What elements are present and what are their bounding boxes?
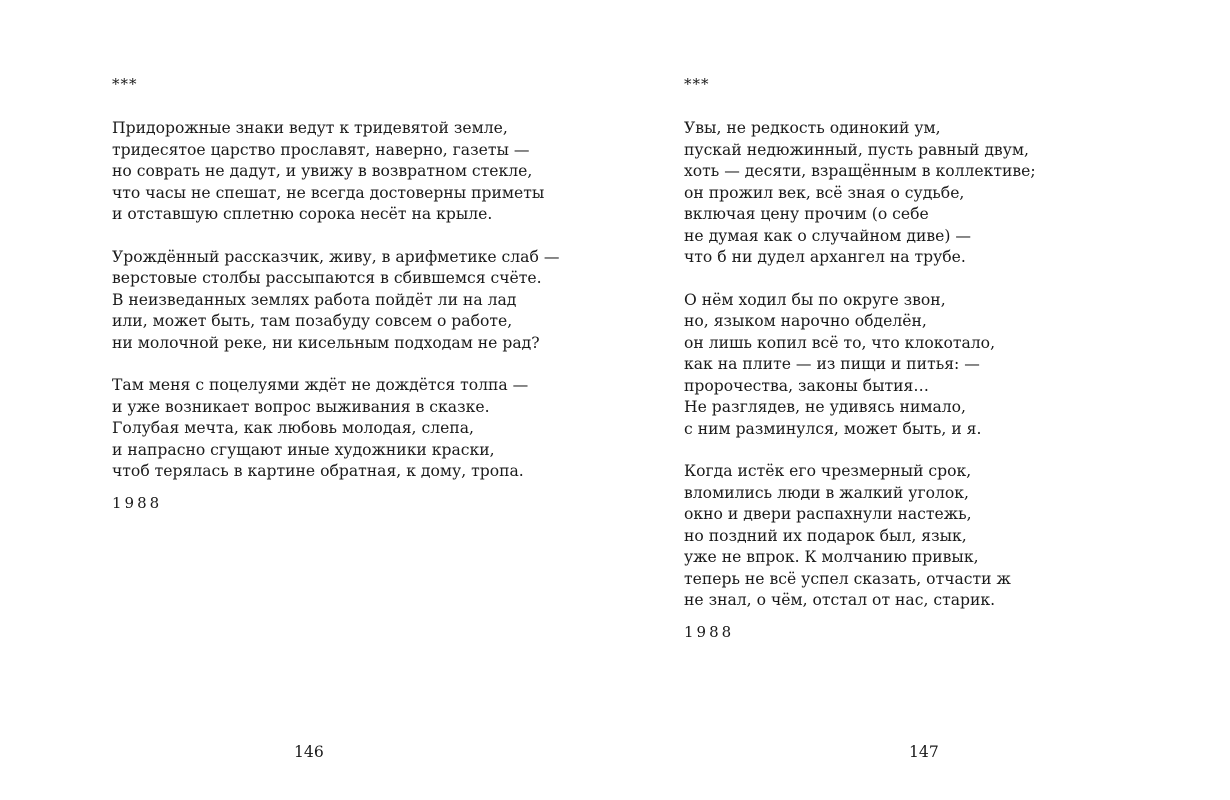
verse-line: окно и двери распахнули настежь, [684, 505, 972, 523]
verse-line: но, языком нарочно обделён, [684, 312, 927, 330]
verse-line: тридесятое царство прославят, наверно, газеты — [112, 140, 530, 159]
verse-line: теперь не всё успел сказать, отчасти ж [684, 569, 1011, 588]
poem-year: 1988 [684, 622, 735, 641]
verse-line: и напрасно сгущают иные художники краски, [112, 440, 495, 459]
verse-line: или, может быть, там позабуду совсем о работе, [112, 312, 513, 330]
verse-line: Голубая мечта, как любовь молодая, слепа, [112, 419, 474, 437]
stanza [684, 461, 1036, 612]
verse-line: и уже возникает вопрос выживания в сказке. [112, 397, 490, 416]
page-number: 147 [909, 743, 939, 761]
poem-separator: *** [684, 75, 710, 93]
stanza [112, 118, 559, 226]
page-number: 146 [294, 743, 324, 761]
verse-line: Урождённый рассказчик, живу, в арифметике слаб — [112, 247, 560, 266]
verse-line: с ним разминулся, может быть, и я. [684, 419, 982, 438]
verse-line: он лишь копил всё то, что клокотало, [684, 333, 996, 352]
poem-year: 1988 [112, 493, 163, 512]
verse-line: Придорожные знаки ведут к тридевятой земле, [112, 119, 508, 137]
stanza [684, 118, 1036, 269]
right-page [684, 0, 1204, 800]
verse-line: пускай недюжинный, пусть равный двум, [684, 140, 1029, 159]
verse-line: пророчества, законы бытия… [684, 376, 929, 395]
poem-separator: *** [112, 75, 138, 93]
verse-line: включая цену прочим (о себе [684, 205, 929, 223]
verse-line: Там меня с поцелуями ждёт не дождётся толпа — [112, 376, 529, 394]
verse-line: что б ни дудел архангел на трубе. [684, 248, 966, 266]
verse-line: верстовые столбы рассыпаются в сбившемся счёте. [112, 269, 542, 287]
verse-line: но соврать не дадут, и увижу в возвратном стекле, [112, 162, 533, 180]
verse-line: не думая как о случайном диве) — [684, 226, 971, 245]
verse-line: что часы не спешат, не всегда достоверны приметы [112, 183, 545, 202]
verse-line: вломились люди в жалкий уголок, [684, 483, 970, 502]
verse-line: как на плите — из пищи и питья: — [684, 355, 980, 373]
verse-line: Увы, не редкость одинокий ум, [684, 119, 941, 137]
verse-line: Когда истёк его чрезмерный срок, [684, 462, 972, 480]
verse-line: чтоб терялась в картине обратная, к дому, тропа. [112, 462, 524, 480]
verse-line: но поздний их подарок был, язык, [684, 526, 967, 545]
verse-line: Не разглядев, не удивясь нимало, [684, 398, 967, 416]
verse-line: не знал, о чём, отстал от нас, старик. [684, 591, 996, 609]
stanza [684, 290, 1036, 441]
poem-body [684, 118, 1036, 642]
stanza [112, 247, 559, 355]
verse-line: О нём ходил бы по округе звон, [684, 290, 946, 309]
verse-line: он прожил век, всё зная о судьбе, [684, 183, 965, 202]
verse-line: В неизведанных землях работа пойдёт ли на лад [112, 290, 517, 309]
verse-line: хоть — десяти, взращённым в коллективе; [684, 162, 1036, 180]
left-page [112, 0, 612, 800]
verse-line: ни молочной реке, ни кисельным подходам не рад? [112, 333, 540, 352]
verse-line: уже не впрок. К молчанию привык, [684, 548, 979, 566]
verse-line: и отставшую сплетню сорока несёт на крыле. [112, 205, 493, 223]
stanza [112, 375, 559, 483]
poem-body [112, 118, 559, 513]
